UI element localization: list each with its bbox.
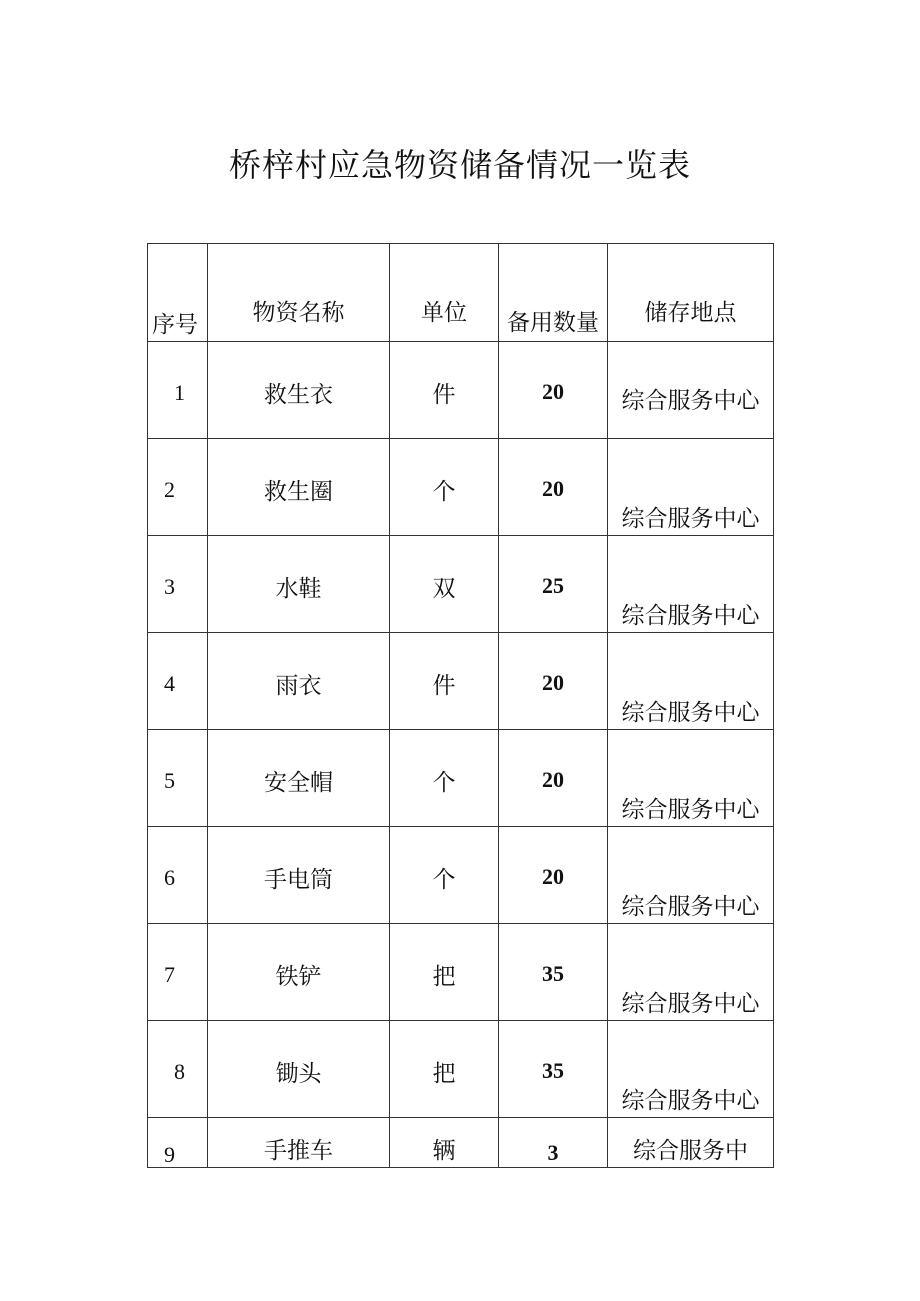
table-row <box>148 633 774 730</box>
cell-qty: 20 <box>499 827 608 924</box>
cell-location: 综合服务中心 <box>608 1021 774 1118</box>
cell-name: 水鞋 <box>208 536 390 633</box>
header-name: 物资名称 <box>208 244 390 342</box>
cell-location: 综合服务中心 <box>608 342 774 439</box>
cell-qty: 20 <box>499 633 608 730</box>
cell-qty: 20 <box>499 439 608 536</box>
cell-qty: 3 <box>499 1118 608 1168</box>
cell-seq: 6 <box>148 827 208 924</box>
cell-unit: 辆 <box>390 1118 499 1168</box>
table-row <box>148 1118 774 1168</box>
table-row <box>148 439 774 536</box>
cell-unit: 个 <box>390 730 499 827</box>
cell-seq: 5 <box>148 730 208 827</box>
supplies-table <box>147 243 774 1168</box>
cell-location: 综合服务中心 <box>608 827 774 924</box>
cell-location: 综合服务中心 <box>608 536 774 633</box>
cell-seq: 7 <box>148 924 208 1021</box>
cell-name: 救生衣 <box>208 342 390 439</box>
cell-name: 救生圈 <box>208 439 390 536</box>
cell-qty: 35 <box>499 924 608 1021</box>
table-row <box>148 342 774 439</box>
cell-name: 铁铲 <box>208 924 390 1021</box>
cell-name: 雨衣 <box>208 633 390 730</box>
header-location: 储存地点 <box>608 244 774 342</box>
header-qty: 备用数量 <box>499 244 608 342</box>
cell-unit: 件 <box>390 342 499 439</box>
table-row <box>148 827 774 924</box>
cell-seq: 9 <box>148 1118 208 1168</box>
cell-name: 锄头 <box>208 1021 390 1118</box>
cell-location: 综合服务中心 <box>608 924 774 1021</box>
page-title: 桥梓村应急物资储备情况一览表 <box>228 146 691 184</box>
cell-seq: 4 <box>148 633 208 730</box>
cell-seq: 2 <box>148 439 208 536</box>
cell-unit: 个 <box>390 827 499 924</box>
header-unit: 单位 <box>390 244 499 342</box>
cell-qty: 20 <box>499 730 608 827</box>
cell-name: 安全帽 <box>208 730 390 827</box>
table-row <box>148 730 774 827</box>
table-row <box>148 924 774 1021</box>
cell-unit: 把 <box>390 1021 499 1118</box>
cell-location: 综合服务中 <box>608 1118 774 1168</box>
table-header-row <box>148 244 774 342</box>
cell-name: 手推车 <box>208 1118 390 1168</box>
cell-qty: 25 <box>499 536 608 633</box>
cell-seq: 1 <box>148 342 208 439</box>
cell-unit: 个 <box>390 439 499 536</box>
cell-seq: 3 <box>148 536 208 633</box>
header-seq: 序号 <box>148 244 208 342</box>
cell-qty: 35 <box>499 1021 608 1118</box>
table-row <box>148 1021 774 1118</box>
cell-seq: 8 <box>148 1021 208 1118</box>
cell-location: 综合服务中心 <box>608 439 774 536</box>
cell-unit: 把 <box>390 924 499 1021</box>
cell-unit: 件 <box>390 633 499 730</box>
cell-location: 综合服务中心 <box>608 730 774 827</box>
cell-unit: 双 <box>390 536 499 633</box>
table-row <box>148 536 774 633</box>
cell-qty: 20 <box>499 342 608 439</box>
cell-location: 综合服务中心 <box>608 633 774 730</box>
cell-name: 手电筒 <box>208 827 390 924</box>
